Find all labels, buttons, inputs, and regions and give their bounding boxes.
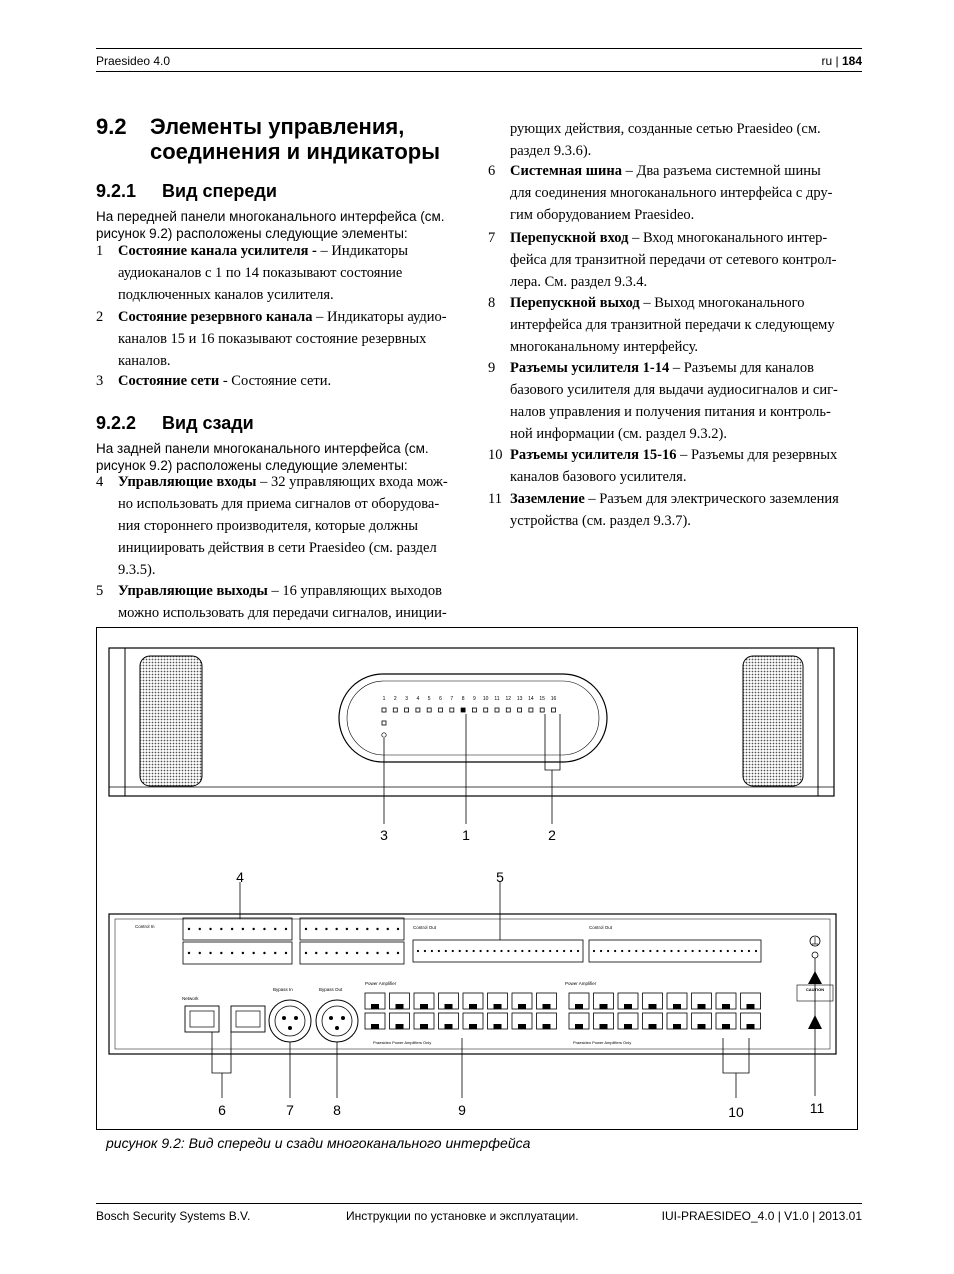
control-out-pin	[542, 950, 544, 952]
section-title-line2: соединения и индикаторы	[150, 139, 441, 164]
control-in-pin	[356, 928, 358, 930]
rj45-latch	[747, 1004, 755, 1009]
rj45-latch	[600, 1024, 608, 1029]
control-in-pin	[242, 952, 244, 954]
control-in-pin	[315, 952, 317, 954]
channel-led-8	[461, 708, 465, 712]
subsection-front-number: 9.2.1	[96, 181, 137, 201]
control-in-pin	[397, 952, 399, 954]
led-number-15: 15	[539, 696, 545, 702]
callout-4: 4	[236, 869, 244, 885]
callout-2: 2	[548, 827, 556, 843]
control-out-pin	[466, 950, 468, 952]
led-number-6: 6	[439, 696, 442, 702]
control-in-pin	[376, 928, 378, 930]
led-number-3: 3	[405, 696, 408, 702]
rj45-latch	[494, 1004, 502, 1009]
subsection-rear-number: 9.2.2	[96, 413, 137, 433]
rear-panel	[109, 914, 836, 1054]
front-panel	[109, 648, 834, 796]
control-in-pin	[274, 952, 276, 954]
control-out-pin	[563, 950, 565, 952]
control-out-pin	[514, 950, 516, 952]
control-out-pin	[459, 950, 461, 952]
control-in-pin	[376, 952, 378, 954]
control-out-label-2: Control Out	[589, 925, 613, 930]
control-in-pin	[231, 928, 233, 930]
control-in-pin	[199, 952, 201, 954]
header-rule-top	[96, 48, 862, 49]
control-in-pin	[356, 952, 358, 954]
control-in-pin	[366, 952, 368, 954]
control-in-pin	[263, 952, 265, 954]
control-in-pin	[231, 952, 233, 954]
footer-doc-type: Инструкции по установке и эксплуатации.	[346, 1209, 579, 1223]
control-out-pin	[500, 950, 502, 952]
rj45-latch	[673, 1004, 681, 1009]
control-out-pin	[699, 950, 701, 952]
callout-11: 11	[809, 1100, 825, 1116]
led-number-13: 13	[516, 696, 523, 702]
rj45-latch	[371, 1024, 379, 1029]
control-out-pin	[628, 950, 630, 952]
control-out-pin	[649, 950, 651, 952]
led-number-1: 1	[382, 696, 386, 702]
footer-doc-id: IUI-PRAESIDEO_4.0 | V1.0 | 2013.01	[661, 1209, 862, 1223]
callout-6: 6	[218, 1102, 226, 1118]
control-in-pin	[209, 952, 211, 954]
callout-3: 3	[380, 827, 388, 843]
rj45-latch	[469, 1024, 477, 1029]
header-lang: ru	[821, 54, 833, 68]
control-in-pin	[335, 952, 337, 954]
figure-caption: рисунок 9.2: Вид спереди и сзади многоканального интерфейса	[106, 1135, 531, 1151]
control-out-pin	[734, 950, 736, 952]
rj45-latch	[396, 1024, 404, 1029]
rj45-latch	[396, 1004, 404, 1009]
control-in-pin	[220, 928, 222, 930]
rj45-latch	[698, 1024, 706, 1029]
control-in-pin	[252, 952, 254, 954]
led-number-8: 8	[461, 696, 465, 702]
control-out-pin	[528, 950, 530, 952]
control-in-pin	[346, 952, 348, 954]
led-number-11: 11	[494, 696, 500, 702]
rj45-latch	[747, 1024, 755, 1029]
subsection-front-title: Вид спереди	[162, 181, 277, 201]
led-number-5: 5	[427, 696, 431, 702]
control-in-pin	[274, 928, 276, 930]
led-number-10: 10	[482, 696, 489, 702]
control-in-pin	[315, 928, 317, 930]
callout-8: 8	[333, 1102, 341, 1118]
control-out-pin	[677, 950, 679, 952]
control-out-pin	[507, 950, 509, 952]
control-out-pin	[607, 950, 609, 952]
rj45-latch	[543, 1024, 551, 1029]
subsection-rear-title: Вид сзади	[162, 413, 254, 433]
callout-10: 10	[728, 1104, 744, 1120]
control-out-pin	[621, 950, 623, 952]
header-rule-bottom	[96, 71, 862, 72]
footer-company: Bosch Security Systems B.V.	[96, 1209, 251, 1223]
control-in-pin	[242, 928, 244, 930]
footer-rule	[96, 1203, 862, 1204]
control-in-pin	[285, 952, 287, 954]
control-in-pin	[252, 928, 254, 930]
rear-intro: На задней панели многоканального интерфейса (см. рисунок 9.2) расположены следующие элементы:	[96, 441, 429, 473]
figure-frame	[96, 627, 858, 1130]
rj45-latch	[698, 1004, 706, 1009]
rj45-latch	[469, 1004, 477, 1009]
control-out-pin	[431, 950, 433, 952]
control-out-pin	[556, 950, 558, 952]
led-number-14: 14	[528, 696, 534, 702]
control-out-pin	[577, 950, 579, 952]
control-in-pin	[199, 928, 201, 930]
rj45-latch	[445, 1004, 453, 1009]
bypass-out-label: Bypass Out	[319, 987, 343, 992]
control-out-pin	[755, 950, 757, 952]
led-number-12: 12	[505, 696, 512, 702]
header-page: 184	[841, 54, 862, 68]
rj45-latch	[624, 1024, 632, 1029]
amp-note-1: Praesideo Power Amplifiers Only	[373, 1040, 432, 1045]
control-out-pin	[635, 950, 637, 952]
control-out-pin	[521, 950, 523, 952]
control-out-pin	[445, 950, 447, 952]
power-amplifier-label-1: Power Amplifier	[365, 981, 397, 986]
control-out-pin	[438, 950, 440, 952]
front-display-window	[339, 674, 607, 762]
control-out-pin	[452, 950, 454, 952]
control-in-pin	[366, 928, 368, 930]
control-out-pin	[570, 950, 572, 952]
control-out-pin	[493, 950, 495, 952]
front-intro: На передней панели многоканального интерфейса (см. рисунок 9.2) расположены следующие элементы:	[96, 209, 445, 241]
rj45-latch	[722, 1004, 730, 1009]
control-out-pin	[424, 950, 426, 952]
rj45-latch	[420, 1004, 428, 1009]
section-title-line1: Элементы управления,	[150, 114, 405, 139]
led-number-7: 7	[450, 696, 454, 702]
control-in-label: Control In	[135, 924, 155, 929]
control-out-pin	[706, 950, 708, 952]
control-out-pin	[670, 950, 672, 952]
device-illustration	[97, 628, 857, 1129]
led-number-2: 2	[393, 696, 397, 702]
control-in-pin	[387, 928, 389, 930]
control-in-pin	[305, 952, 307, 954]
rj45-latch	[518, 1004, 526, 1009]
rj45-latch	[624, 1004, 632, 1009]
callout-7: 7	[286, 1102, 294, 1118]
control-in-pin	[305, 928, 307, 930]
control-in-pin	[387, 952, 389, 954]
rj45-latch	[600, 1004, 608, 1009]
rj45-latch	[575, 1024, 583, 1029]
control-out-pin	[727, 950, 729, 952]
control-in-pin	[263, 928, 265, 930]
control-out-pin	[600, 950, 602, 952]
amp-note-2: Praesideo Power Amplifiers Only	[573, 1040, 632, 1045]
control-in-pin	[397, 928, 399, 930]
control-out-pin	[473, 950, 475, 952]
control-in-pin	[209, 928, 211, 930]
caution-text: CAUTION	[805, 987, 825, 992]
led-number-16: 16	[550, 696, 557, 702]
rj45-latch	[543, 1004, 551, 1009]
rj45-latch	[649, 1024, 657, 1029]
callout-9: 9	[458, 1102, 466, 1118]
control-in-pin	[335, 928, 337, 930]
callout-1: 1	[462, 827, 470, 843]
bypass-in-label: Bypass In	[273, 987, 293, 992]
front-grille-left	[140, 656, 202, 786]
control-out-pin	[713, 950, 715, 952]
control-in-pin	[220, 952, 222, 954]
control-out-pin	[549, 950, 551, 952]
control-out-label-1: Control Out	[413, 925, 437, 930]
control-out-pin	[593, 950, 595, 952]
header-page-number	[821, 54, 862, 68]
rj45-latch	[673, 1024, 681, 1029]
control-in-pin	[325, 928, 327, 930]
control-out-pin	[642, 950, 644, 952]
control-out-pin	[692, 950, 694, 952]
control-out-pin	[486, 950, 488, 952]
rj45-latch	[722, 1024, 730, 1029]
control-in-pin	[285, 928, 287, 930]
rj45-latch	[420, 1024, 428, 1029]
control-out-pin	[684, 950, 686, 952]
rj45-latch	[518, 1024, 526, 1029]
control-in-pin	[188, 952, 190, 954]
control-out-pin	[741, 950, 743, 952]
network-label: Network	[182, 996, 199, 1001]
rj45-latch	[494, 1024, 502, 1029]
power-amplifier-label-2: Power Amplifier	[565, 981, 597, 986]
front-grille-right	[743, 656, 803, 786]
header-doc-title: Praesideo 4.0	[96, 54, 171, 68]
control-in-pin	[325, 952, 327, 954]
led-number-9: 9	[473, 696, 476, 702]
rj45-latch	[575, 1004, 583, 1009]
control-out-pin	[417, 950, 419, 952]
rj45-latch	[445, 1024, 453, 1029]
header-separator: |	[835, 54, 839, 68]
callout-5: 5	[496, 869, 504, 885]
section-number: 9.2	[96, 114, 127, 139]
control-out-pin	[614, 950, 616, 952]
control-out-pin	[720, 950, 722, 952]
control-out-pin	[480, 950, 482, 952]
led-number-4: 4	[416, 696, 420, 702]
control-in-pin	[188, 928, 190, 930]
rj45-latch	[371, 1004, 379, 1009]
control-in-pin	[346, 928, 348, 930]
rj45-latch	[649, 1004, 657, 1009]
control-out-pin	[748, 950, 750, 952]
control-out-pin	[656, 950, 658, 952]
control-out-pin	[535, 950, 537, 952]
control-out-pin	[663, 950, 665, 952]
